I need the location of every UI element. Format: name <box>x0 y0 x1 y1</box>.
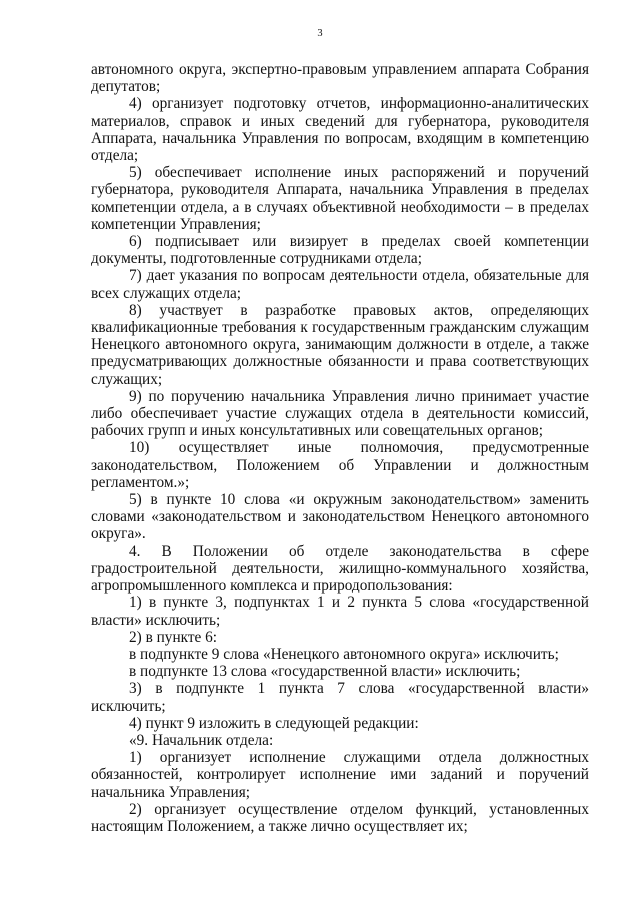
paragraph: 5) в пункте 10 слова «и окружным законодательством» заменить словами «законодательством и законодательством Ненецкого автономного округа». <box>91 491 589 543</box>
paragraph: 2) организует осуществление отделом функций, установленных настоящим Положением, а также лично осуществляет их; <box>91 800 589 835</box>
paragraph: 8) участвует в разработке правовых актов, определяющих квалификационные требования к государственным гражданским служащим Ненецкого автономного округа, занимающим должности в отделе, а также предусматривающих должностные обязанности и права соответствующих служащих; <box>91 301 589 388</box>
paragraph: 6) подписывает или визирует в пределах своей компетенции документы, подготовленные сотрудниками отдела; <box>91 233 589 268</box>
document-body <box>91 61 589 835</box>
paragraph: 1) в пункте 3, подпунктах 1 и 2 пункта 5 слова «государственной власти» исключить; <box>91 594 589 629</box>
paragraph: 9) по поручению начальника Управления лично принимает участие либо обеспечивает участие служащих отдела в деятельности комиссий, рабочих групп и иных консультативных или совещательных органов; <box>91 387 589 440</box>
paragraph: в подпункте 13 слова «государственной власти» исключить; <box>129 663 521 681</box>
paragraph: в подпункте 9 слова «Ненецкого автономного округа» исключить; <box>129 645 559 663</box>
paragraph: автономного округа, экспертно-правовым управлением аппарата Собрания депутатов; <box>91 61 589 96</box>
paragraph: 4) пункт 9 изложить в следующей редакции: <box>129 714 419 732</box>
paragraph: 7) дает указания по вопросам деятельности отдела, обязательные для всех служащих отдела; <box>91 267 589 302</box>
paragraph: 3) в подпункте 1 пункта 7 слова «государственной власти» исключить; <box>91 680 589 715</box>
paragraph: «9. Начальник отдела: <box>129 731 274 749</box>
paragraph: 4. В Положении об отделе законодательства в сфере градостроительной деятельности, жилищно-коммунального хозяйства, агропромышленного комплекса и природопользования: <box>91 542 589 595</box>
paragraph: 5) обеспечивает исполнение иных распоряжений и поручений губернатора, руководителя Аппарата, начальника Управления в пределах компетенции отдела, а в случаях объективной необходимости – в пределах компетенции Управления; <box>91 164 589 233</box>
paragraph: 4) организует подготовку отчетов, информационно-аналитических материалов, справок и иных сведений для губернатора, руководителя Аппарата, начальника Управления по вопросам, входящим в компетенцию отдела; <box>91 95 589 165</box>
paragraph: 2) в пункте 6: <box>129 628 218 646</box>
paragraph: 10) осуществляет иные полномочия, предусмотренные законодательством, Положением об Управлении и должностным регламентом.»; <box>91 439 589 491</box>
paragraph: 1) организует исполнение служащими отдела должностных обязанностей, контролирует исполнение ими заданий и поручений начальника Управления; <box>91 749 589 801</box>
page-number: 3 <box>317 28 323 39</box>
